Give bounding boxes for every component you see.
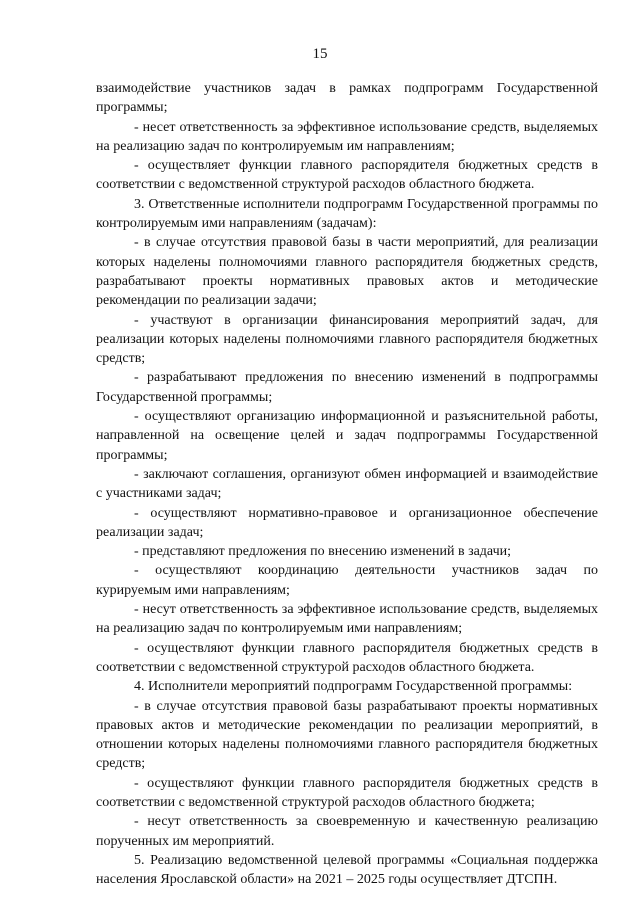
list-item: - заключают соглашения, организуют обмен информацией и взаимодействие с участниками задач; xyxy=(96,466,598,502)
list-item: - несут ответственность за эффективное использование средств, выделяемых на реализацию задач по контролируемым ими направлениям; xyxy=(96,602,598,637)
list-item: - в случае отсутствия правовой базы разрабатывают проекты нормативных правовых актов и методические рекомендации по реализации мероприятий, в отношении которых наделены полномочиями главного распорядителя бюджетных средств; xyxy=(96,698,598,772)
list-item: - осуществляют функции главного распорядителя бюджетных средств в соответствии с ведомственной структурой расходов областного бюджета. xyxy=(96,640,598,675)
numbered-paragraph-5: 5. Реализацию ведомственной целевой программы «Социальная поддержка населения Ярославской области» на 2021 – 2025 годы осуществляет ДТСПН. xyxy=(96,852,598,888)
list-item: - участвуют в организации финансирования мероприятий задач, для реализации которых наделены полномочиями главного распорядителя бюджетных средств; xyxy=(96,312,598,367)
numbered-paragraph-4: 4. Исполнители мероприятий подпрограмм Государственной программы: xyxy=(134,679,573,695)
list-item: - разрабатывают предложения по внесению изменений в подпрограммы Государственной программы; xyxy=(96,370,598,405)
list-item: - осуществляют организацию информационной и разъяснительной работы, направленной на освещение целей и задач подпрограммы Государственной программы; xyxy=(96,409,598,463)
numbered-paragraph-3: 3. Ответственные исполнители подпрограмм Государственной программы по контролируемым ими направлениям (задачам): xyxy=(96,196,598,232)
list-item: - представляют предложения по внесению изменений в задачи; xyxy=(134,544,512,560)
list-item: - осуществляют координацию деятельности участников задач по курируемым ими направлениям; xyxy=(96,563,598,598)
list-item: - осуществляют функции главного распорядителя бюджетных средств в соответствии с ведомственной структурой расходов областного бюджета; xyxy=(96,775,598,810)
paragraph-continuation: взаимодействие участников задач в рамках подпрограмм Государственной программы; xyxy=(96,81,598,116)
list-item: - несут ответственность за своевременную и качественную реализацию порученных им мероприятий. xyxy=(96,814,598,849)
document-body xyxy=(96,79,598,889)
list-item: - осуществляют нормативно-правовое и организационное обеспечение реализации задач; xyxy=(96,505,598,540)
page-number: 15 xyxy=(312,46,328,62)
list-item: - несет ответственность за эффективное использование средств, выделяемых на реализацию задач по контролируемым им направлениям; xyxy=(96,119,598,154)
list-item: - в случае отсутствия правовой базы в части мероприятий, для реализации которых наделены полномочиями главного распорядителя бюджетных средств, разрабатывают проекты нормативных правовых актов и методические рекомендации по реализации задачи; xyxy=(96,235,598,309)
list-item: - осуществляет функции главного распорядителя бюджетных средств в соответствии с ведомственной структурой расходов областного бюджета. xyxy=(96,158,598,193)
